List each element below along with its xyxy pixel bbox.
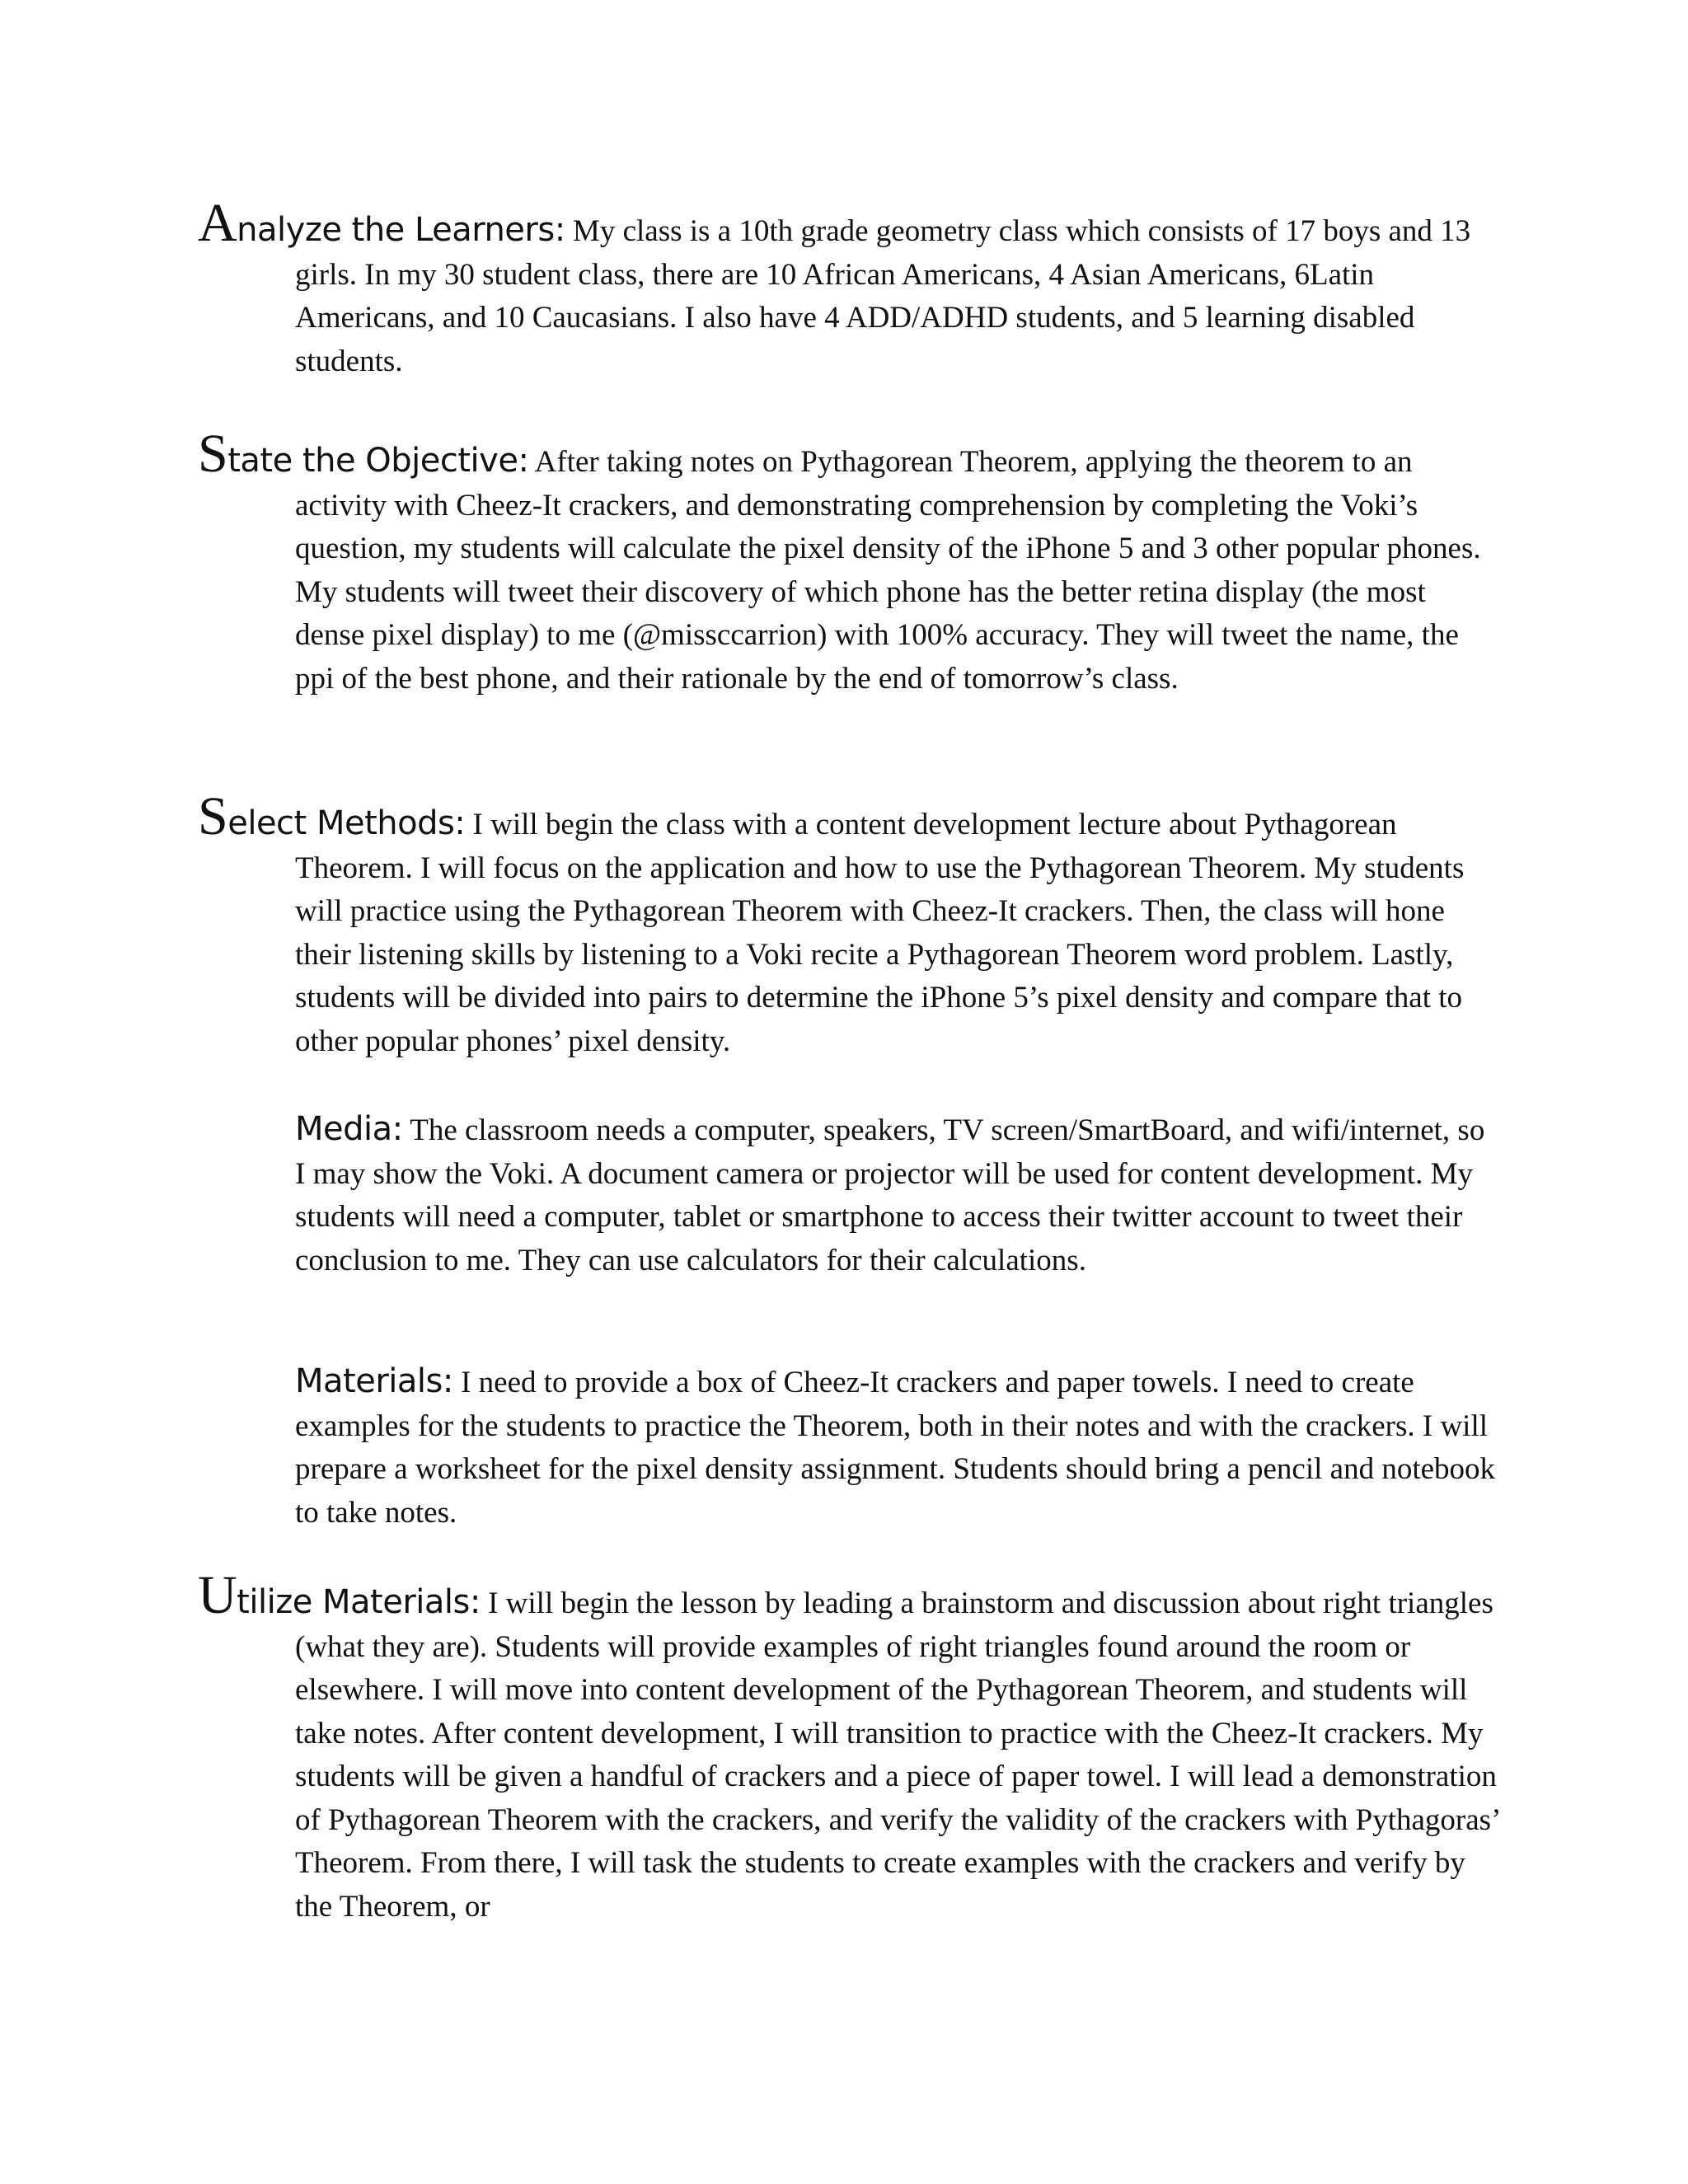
section-heading: Select Methods:: [198, 786, 466, 846]
subsection-heading: Media:: [295, 1110, 403, 1148]
drop-cap: A: [198, 193, 237, 253]
paragraph: [198, 193, 1500, 383]
section-heading: Utilize Materials:: [198, 1565, 481, 1625]
section-heading: State the Objective:: [198, 424, 529, 484]
section-body: My class is a 10th grade geometry class which consists of 17 boys and 13 girls. In my 30 student class, there are 10 African Americans, 4 Asian Americans, 6Latin Americans, and 10 Caucasians. I also have 4 ADD/ADHD students, and 5 learning disabled students.: [295, 214, 1471, 378]
section-body: I will begin the lesson by leading a brainstorm and discussion about right triangles (what they are). Students will provide examples of right triangles found around the room or elsewhere. I will move into content development of the Pythagorean Theorem, and students will take notes. After content development, I will transition to practice with the Cheez-It crackers. My students will be given a handful of crackers and a piece of paper towel. I will lead a demonstration of Pythagorean Theorem with the crackers, and verify the validity of the crackers with Pythagoras’ Theorem. From there, I will task the students to create examples with the crackers and verify by the Theorem, or: [295, 1586, 1499, 1924]
section-body: The classroom needs a computer, speakers, TV screen/SmartBoard, and wifi/internet, so I may show the Voki. A document camera or projector will be used for content development. My students will need a computer, tablet or smartphone to access their twitter account to tweet their conclusion to me. They can use calculators for their calculations.: [295, 1113, 1485, 1277]
subsection-media: [295, 1108, 1498, 1282]
paragraph: [198, 786, 1500, 1063]
section-select-methods: [198, 786, 1500, 1063]
section-state-objective: [198, 424, 1500, 701]
section-body: I need to provide a box of Cheez-It crackers and paper towels. I need to create examples for the students to practice the Theorem, both in their notes and with the crackers. I will prepare a worksheet for the pixel density assignment. Students should bring a pencil and notebook to take notes.: [295, 1366, 1496, 1530]
paragraph: [198, 1565, 1500, 1929]
drop-cap: S: [198, 424, 228, 484]
section-body: I will begin the class with a content development lecture about Pythagorean Theorem. I will focus on the application and how to use the Pythagorean Theorem. My students will practice using the Pythagorean Theorem with Cheez-It crackers. Then, the class will hone their listening skills by listening to a Voki recite a Pythagorean Theorem word problem. Lastly, students will be divided into pairs to determine the iPhone 5’s pixel density and compare that to other popular phones’ pixel density.: [295, 808, 1465, 1058]
paragraph: [295, 1108, 1498, 1282]
section-body: After taking notes on Pythagorean Theorem, applying the theorem to an activity with Cheez-It crackers, and demonstrating comprehension by completing the Voki’s question, my students will calculate the pixel density of the iPhone 5 and 3 other popular phones. My students will tweet their discovery of which phone has the better retina display (the most dense pixel display) to me (@missccarrion) with 100% accuracy. They will tweet the name, the ppi of the best phone, and their rationale by the end of tomorrow’s class.: [295, 445, 1481, 696]
section-heading: Analyze the Learners:: [198, 193, 565, 253]
subsection-heading: Materials:: [295, 1362, 453, 1400]
paragraph: [295, 1360, 1498, 1535]
section-utilize-materials: [198, 1565, 1500, 1929]
subsection-materials: [295, 1360, 1498, 1535]
section-analyze-learners: [198, 193, 1500, 383]
drop-cap: U: [198, 1565, 237, 1625]
paragraph: [198, 424, 1500, 701]
drop-cap: S: [198, 786, 228, 846]
